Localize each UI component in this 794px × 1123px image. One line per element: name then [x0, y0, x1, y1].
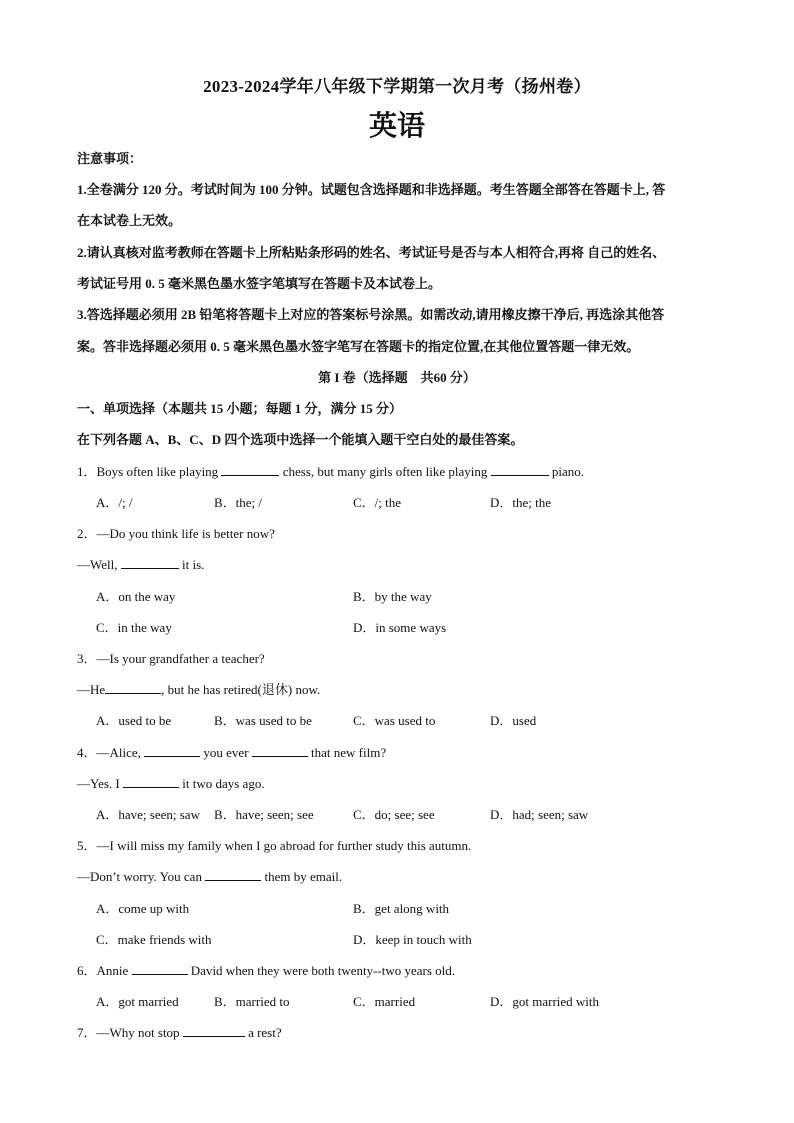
- notice-line: 3.答选择题必须用 2B 铅笔将答题卡上对应的答案标号涂黑。如需改动,请用橡皮擦干净后, 再选涂其他答: [77, 307, 665, 322]
- option-d: D．had; seen; saw: [490, 807, 589, 822]
- option-c: C．do; see; see: [353, 807, 435, 822]
- option-d: D．keep in touch with: [353, 932, 472, 947]
- section-instruction: 在下列各题 A、B、C、D 四个选项中选择一个能填入题干空白处的最佳答案。: [77, 432, 524, 447]
- notice-line: 考试证号用 0. 5 毫米黑色墨水签字笔填写在答题卡及本试卷上。: [77, 276, 442, 291]
- question-stem: 1．Boys often like playing chess, but many girls often like playing piano.: [77, 464, 585, 479]
- answer-blank: [221, 463, 279, 476]
- option-b: B．get along with: [353, 901, 450, 916]
- answer-blank: [144, 744, 200, 757]
- option-a: A．have; seen; saw: [96, 807, 200, 822]
- option-a: A．on the way: [96, 589, 176, 604]
- option-b: B．the; /: [214, 495, 263, 510]
- notice-line: 2.请认真核对监考教师在答题卡上所粘贴条形码的姓名、考试证号是否与本人相符合,再将 自己的姓名、: [77, 245, 666, 260]
- notice-line: 在本试卷上无效。: [77, 213, 182, 228]
- option-c: C．/; the: [353, 495, 402, 510]
- exam-title: 2023-2024学年八年级下学期第一次月考（扬州卷）: [203, 77, 591, 96]
- question-reply: —Well, it is.: [77, 557, 205, 572]
- answer-blank: [205, 868, 261, 881]
- question-stem: 7．—Why not stop a rest?: [77, 1025, 282, 1040]
- question-reply: —He , but he has retired(退休) now.: [77, 682, 321, 697]
- question-stem: 3．—Is your grandfather a teacher?: [77, 651, 265, 666]
- question-stem: 2．—Do you think life is better now?: [77, 526, 275, 541]
- option-a: A．/; /: [96, 495, 133, 510]
- answer-blank: [252, 744, 308, 757]
- answer-blank: [105, 681, 161, 694]
- option-d: D．the; the: [490, 495, 552, 510]
- option-d: D．used: [490, 713, 537, 728]
- option-a: A．come up with: [96, 901, 190, 916]
- notice-line: 案。答非选择题必须用 0. 5 毫米黑色墨水签字笔写在答题卡的指定位置,在其他位置答题一律无效。: [77, 339, 640, 354]
- answer-blank: [491, 463, 549, 476]
- question-reply: —Yes. I it two days ago.: [77, 776, 265, 791]
- subject-title: 英语: [368, 109, 425, 142]
- question-stem: 5．—I will miss my family when I go abroad for further study this autumn.: [77, 838, 472, 853]
- option-c: C．was used to: [353, 713, 436, 728]
- option-b: B．have; seen; see: [214, 807, 314, 822]
- option-b: B．by the way: [353, 589, 432, 604]
- answer-blank: [123, 775, 179, 788]
- question-reply: —Don’t worry. You can them by email.: [77, 869, 343, 884]
- question-stem: 6．Annie David when they were both twenty--two years old.: [77, 963, 456, 978]
- option-c: C．married: [353, 994, 416, 1009]
- option-b: B．married to: [214, 994, 290, 1009]
- answer-blank: [183, 1024, 245, 1037]
- option-d: D．in some ways: [353, 620, 447, 635]
- option-c: C．in the way: [96, 620, 172, 635]
- question-stem: 4．—Alice, you ever that new film?: [77, 745, 387, 760]
- answer-blank: [121, 556, 179, 569]
- option-a: A．used to be: [96, 713, 172, 728]
- option-d: D．got married with: [490, 994, 600, 1009]
- section-heading: 一、单项选择（本题共 15 小题；每题 1 分，满分 15 分）: [77, 401, 403, 416]
- option-a: A．got married: [96, 994, 179, 1009]
- option-b: B．was used to be: [214, 713, 312, 728]
- answer-blank: [132, 962, 188, 975]
- notice-heading: 注意事项：: [77, 151, 143, 166]
- notice-line: 1.全卷满分 120 分。考试时间为 100 分钟。试题包含选择题和非选择题。考生答题全部答在答题卡上, 答: [77, 182, 666, 197]
- option-c: C．make friends with: [96, 932, 212, 947]
- part-title: 第 I 卷（选择题 共60 分）: [318, 370, 476, 385]
